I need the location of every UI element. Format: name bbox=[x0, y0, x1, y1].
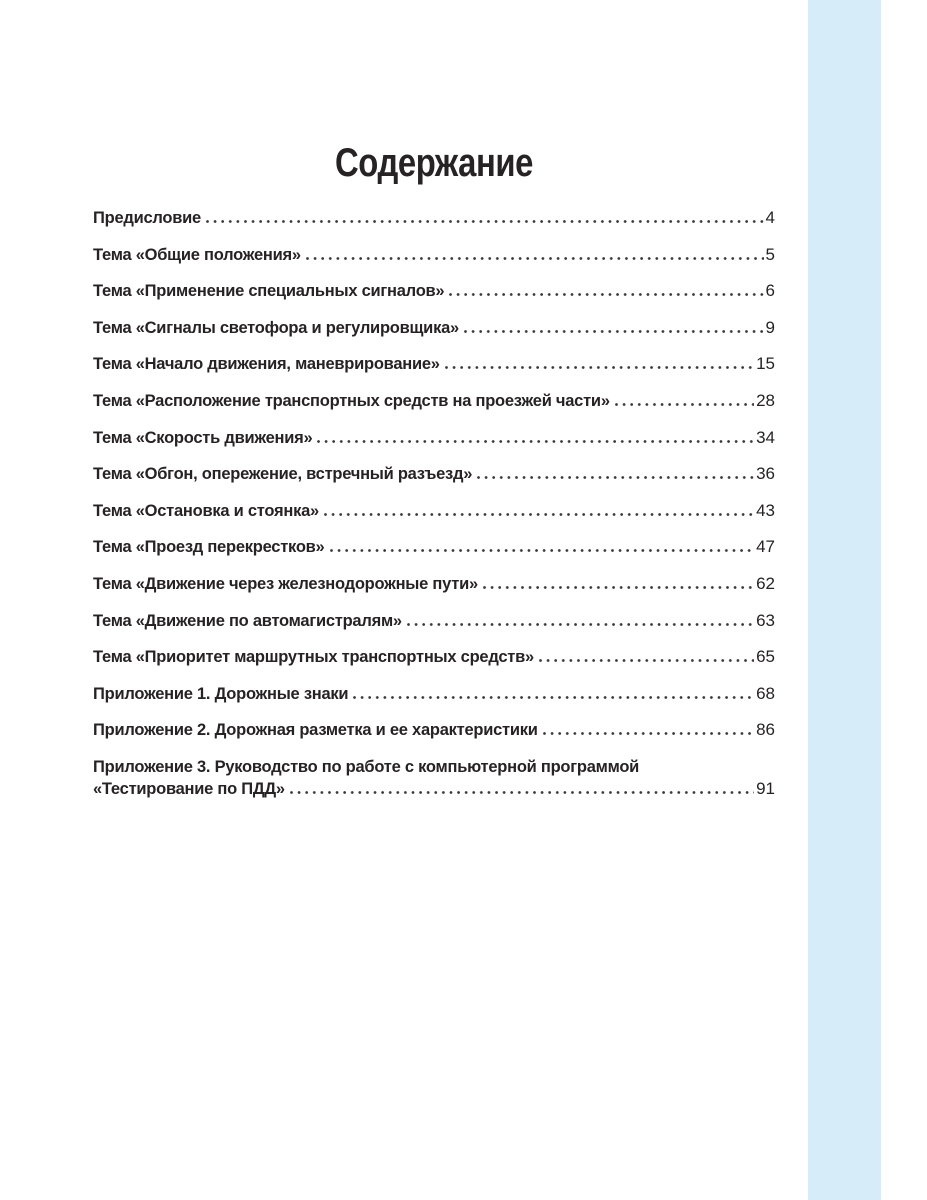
toc-entry-page-number: 91 bbox=[756, 778, 775, 798]
toc-entry bbox=[93, 575, 775, 593]
toc-entry-label: Тема «Начало движения, маневрирование» bbox=[93, 355, 440, 374]
toc-entry-row bbox=[93, 721, 775, 739]
dot-leader bbox=[324, 513, 754, 516]
toc-content bbox=[93, 0, 775, 817]
dot-leader bbox=[449, 293, 763, 296]
page-title: Содержание bbox=[335, 141, 533, 185]
toc-entry-page-number: 63 bbox=[756, 610, 775, 630]
dot-leader bbox=[483, 586, 754, 589]
toc-entry bbox=[93, 721, 775, 739]
toc-entry-page-number: 47 bbox=[756, 537, 775, 557]
toc-entry-row bbox=[93, 648, 775, 666]
dot-leader bbox=[445, 366, 754, 369]
toc-entry bbox=[93, 538, 775, 556]
toc-entry bbox=[93, 319, 775, 337]
dot-leader bbox=[615, 403, 754, 406]
dot-leader bbox=[464, 330, 764, 333]
toc-entry-page-number: 43 bbox=[756, 500, 775, 520]
toc-entry-label: Тема «Расположение транспортных средств на проезжей части» bbox=[93, 391, 610, 410]
toc-entry-page-number: 36 bbox=[756, 464, 775, 484]
toc-entry bbox=[93, 685, 775, 703]
toc-entry-page-number: 4 bbox=[765, 208, 775, 227]
toc-entry-row bbox=[93, 246, 775, 264]
toc-entry-label: Приложение 2. Дорожная разметка и ее характеристики bbox=[93, 721, 538, 740]
toc-entry-row bbox=[93, 502, 775, 520]
toc-entry-label: Тема «Проезд перекрестков» bbox=[93, 538, 325, 557]
toc-entry bbox=[93, 392, 775, 410]
toc-entry-page-number: 15 bbox=[756, 354, 775, 374]
toc-entry-row bbox=[93, 355, 775, 373]
toc-entry bbox=[93, 355, 775, 373]
dot-leader bbox=[206, 220, 764, 223]
toc-entry-label: «Тестирование по ПДД» bbox=[93, 779, 285, 798]
toc-entry bbox=[93, 758, 775, 798]
dot-leader bbox=[306, 257, 764, 260]
dot-leader bbox=[290, 791, 754, 794]
toc-entry bbox=[93, 282, 775, 300]
toc-entry-row bbox=[93, 685, 775, 703]
dot-leader bbox=[407, 623, 754, 626]
dot-leader bbox=[477, 476, 754, 479]
toc-entry-label: Тема «Обгон, опережение, встречный разъезд» bbox=[93, 465, 473, 484]
toc-entry-page-number: 9 bbox=[765, 317, 775, 337]
toc-entry-row bbox=[93, 780, 775, 798]
toc-entry bbox=[93, 502, 775, 520]
toc-entry-page-number: 6 bbox=[765, 281, 775, 301]
toc-entry-row bbox=[93, 612, 775, 630]
toc-entry-label: Тема «Движение через железнодорожные пути» bbox=[93, 574, 478, 593]
toc-entry bbox=[93, 648, 775, 666]
dot-leader bbox=[330, 549, 755, 552]
toc-entry bbox=[93, 209, 775, 227]
toc-entry-label-first-line: Приложение 3. Руководство по работе с компьютерной программой bbox=[93, 757, 640, 776]
toc-entry-page-number: 68 bbox=[756, 683, 775, 703]
toc-entry-row bbox=[93, 282, 775, 300]
toc-entry-label: Приложение 1. Дорожные знаки bbox=[93, 684, 349, 703]
toc-entry-row bbox=[93, 392, 775, 410]
toc-entry-label: Предисловие bbox=[93, 209, 201, 227]
page-edge-stripe bbox=[808, 0, 881, 1200]
toc-entry-page-number: 86 bbox=[756, 720, 775, 740]
toc-entry-page-number: 5 bbox=[765, 244, 775, 264]
toc-entry-row bbox=[93, 429, 775, 447]
toc-entry-page-number: 62 bbox=[756, 573, 775, 593]
dot-leader bbox=[317, 440, 754, 443]
toc-entry-label: Тема «Движение по автомагистралям» bbox=[93, 611, 402, 630]
toc-entry-page-number: 28 bbox=[756, 390, 775, 410]
toc-entry-label: Тема «Сигналы светофора и регулировщика» bbox=[93, 318, 459, 337]
toc-entry-page-number: 34 bbox=[756, 427, 775, 447]
toc-entry-label: Тема «Скорость движения» bbox=[93, 428, 313, 447]
toc-entry-row bbox=[93, 465, 775, 483]
toc-entry-label: Тема «Применение специальных сигналов» bbox=[93, 282, 445, 301]
toc-entry bbox=[93, 429, 775, 447]
toc-entry-label: Тема «Общие положения» bbox=[93, 245, 301, 264]
toc-list bbox=[93, 209, 775, 798]
toc-entry-row bbox=[93, 538, 775, 556]
toc-entry-row bbox=[93, 575, 775, 593]
toc-entry bbox=[93, 246, 775, 264]
toc-entry-label: Тема «Остановка и стоянка» bbox=[93, 501, 319, 520]
toc-entry bbox=[93, 465, 775, 483]
dot-leader bbox=[543, 732, 754, 735]
toc-entry-row bbox=[93, 209, 775, 227]
dot-leader bbox=[353, 696, 754, 699]
toc-entry bbox=[93, 612, 775, 630]
dot-leader bbox=[539, 659, 754, 662]
toc-entry-label: Тема «Приоритет маршрутных транспортных средств» bbox=[93, 648, 534, 667]
toc-entry-row bbox=[93, 319, 775, 337]
toc-entry-page-number: 65 bbox=[756, 647, 775, 667]
